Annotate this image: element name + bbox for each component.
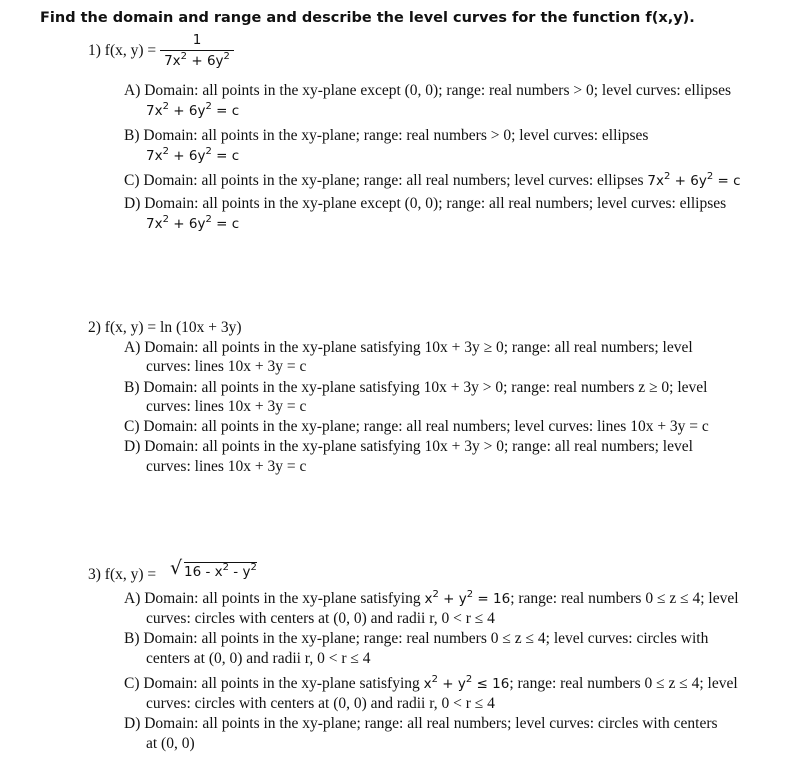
problem-1-label: 1) f(x, y) = (88, 42, 157, 59)
problem-3-label: 3) f(x, y) = (88, 566, 157, 583)
fraction-denominator: $7x^2 + 6y^2$ (164, 51, 230, 69)
problem-3-option-c-cont: curves: circles with centers at (0, 0) and radii r, 0 < r ≤ 4 (146, 695, 495, 712)
problem-2-option-c: C) Domain: all points in the xy-plane; range: all real numbers; level curves: lines 10x + 3y = c (124, 418, 709, 435)
radicand: $16 - x^2 - y^2$ (184, 562, 257, 580)
problem-1-option-b-equation: $7x^2 + 6y^2 = c$ (146, 146, 240, 164)
problem-1-option-a: A) Domain: all points in the xy-plane except (0, 0); range: real numbers > 0; level curves: ellipses (124, 82, 732, 99)
problem-1-option-c: C) Domain: all points in the xy-plane; range: all real numbers; level curves: ellipses $7x^2 + 6y^2 = c$ (124, 171, 741, 189)
problem-2-option-d-cont: curves: lines 10x + 3y = c (146, 458, 307, 475)
problem-3-option-a: A) Domain: all points in the xy-plane satisfying $x^2 + y^2 = 16$; range: real numbers 0 ≤ z ≤ 4; level (124, 589, 739, 607)
problem-3-option-d-cont: at (0, 0) (146, 735, 195, 752)
problem-3-option-d: D) Domain: all points in the xy-plane; range: all real numbers; level curves: circles with centers (124, 715, 718, 732)
problem-3-option-b-cont: centers at (0, 0) and radii r, 0 < r ≤ 4 (146, 650, 371, 667)
problem-2-option-b-cont: curves: lines 10x + 3y = c (146, 398, 307, 415)
problem-2-option-a: A) Domain: all points in the xy-plane satisfying 10x + 3y ≥ 0; range: all real numbers; level (124, 339, 693, 356)
problem-1-fraction (160, 32, 234, 69)
fraction-numerator: 1 (192, 32, 202, 48)
problem-2-option-b: B) Domain: all points in the xy-plane satisfying 10x + 3y > 0; range: real numbers z ≥ 0; level (124, 379, 708, 396)
problem-1-option-d-equation: $7x^2 + 6y^2 = c$ (146, 214, 240, 232)
problem-2-label: 2) f(x, y) = ln (10x + 3y) (88, 319, 242, 336)
problem-1-option-b: B) Domain: all points in the xy-plane; range: real numbers > 0; level curves: ellipses (124, 127, 649, 144)
problem-2-option-d: D) Domain: all points in the xy-plane satisfying 10x + 3y > 0; range: all real numbers; level (124, 438, 693, 455)
problem-1-option-a-equation: $7x^2 + 6y^2 = c$ (146, 101, 240, 119)
problem-3-option-c: C) Domain: all points in the xy-plane satisfying $x^2 + y^2 \le 16$; range: real numbers 0 ≤ z ≤ 4; level (124, 674, 738, 692)
problem-3-option-a-cont: curves: circles with centers at (0, 0) and radii r, 0 < r ≤ 4 (146, 610, 495, 627)
page-title: Find the domain and range and describe the level curves for the function f(x,y). (40, 10, 695, 26)
problem-3-option-b: B) Domain: all points in the xy-plane; range: real numbers 0 ≤ z ≤ 4; level curves: circles with (124, 630, 709, 647)
problem-1-option-d: D) Domain: all points in the xy-plane except (0, 0); range: all real numbers; level curves: ellipses (124, 195, 727, 212)
problem-2-option-a-cont: curves: lines 10x + 3y = c (146, 358, 307, 375)
sqrt-icon: √ (170, 557, 183, 579)
